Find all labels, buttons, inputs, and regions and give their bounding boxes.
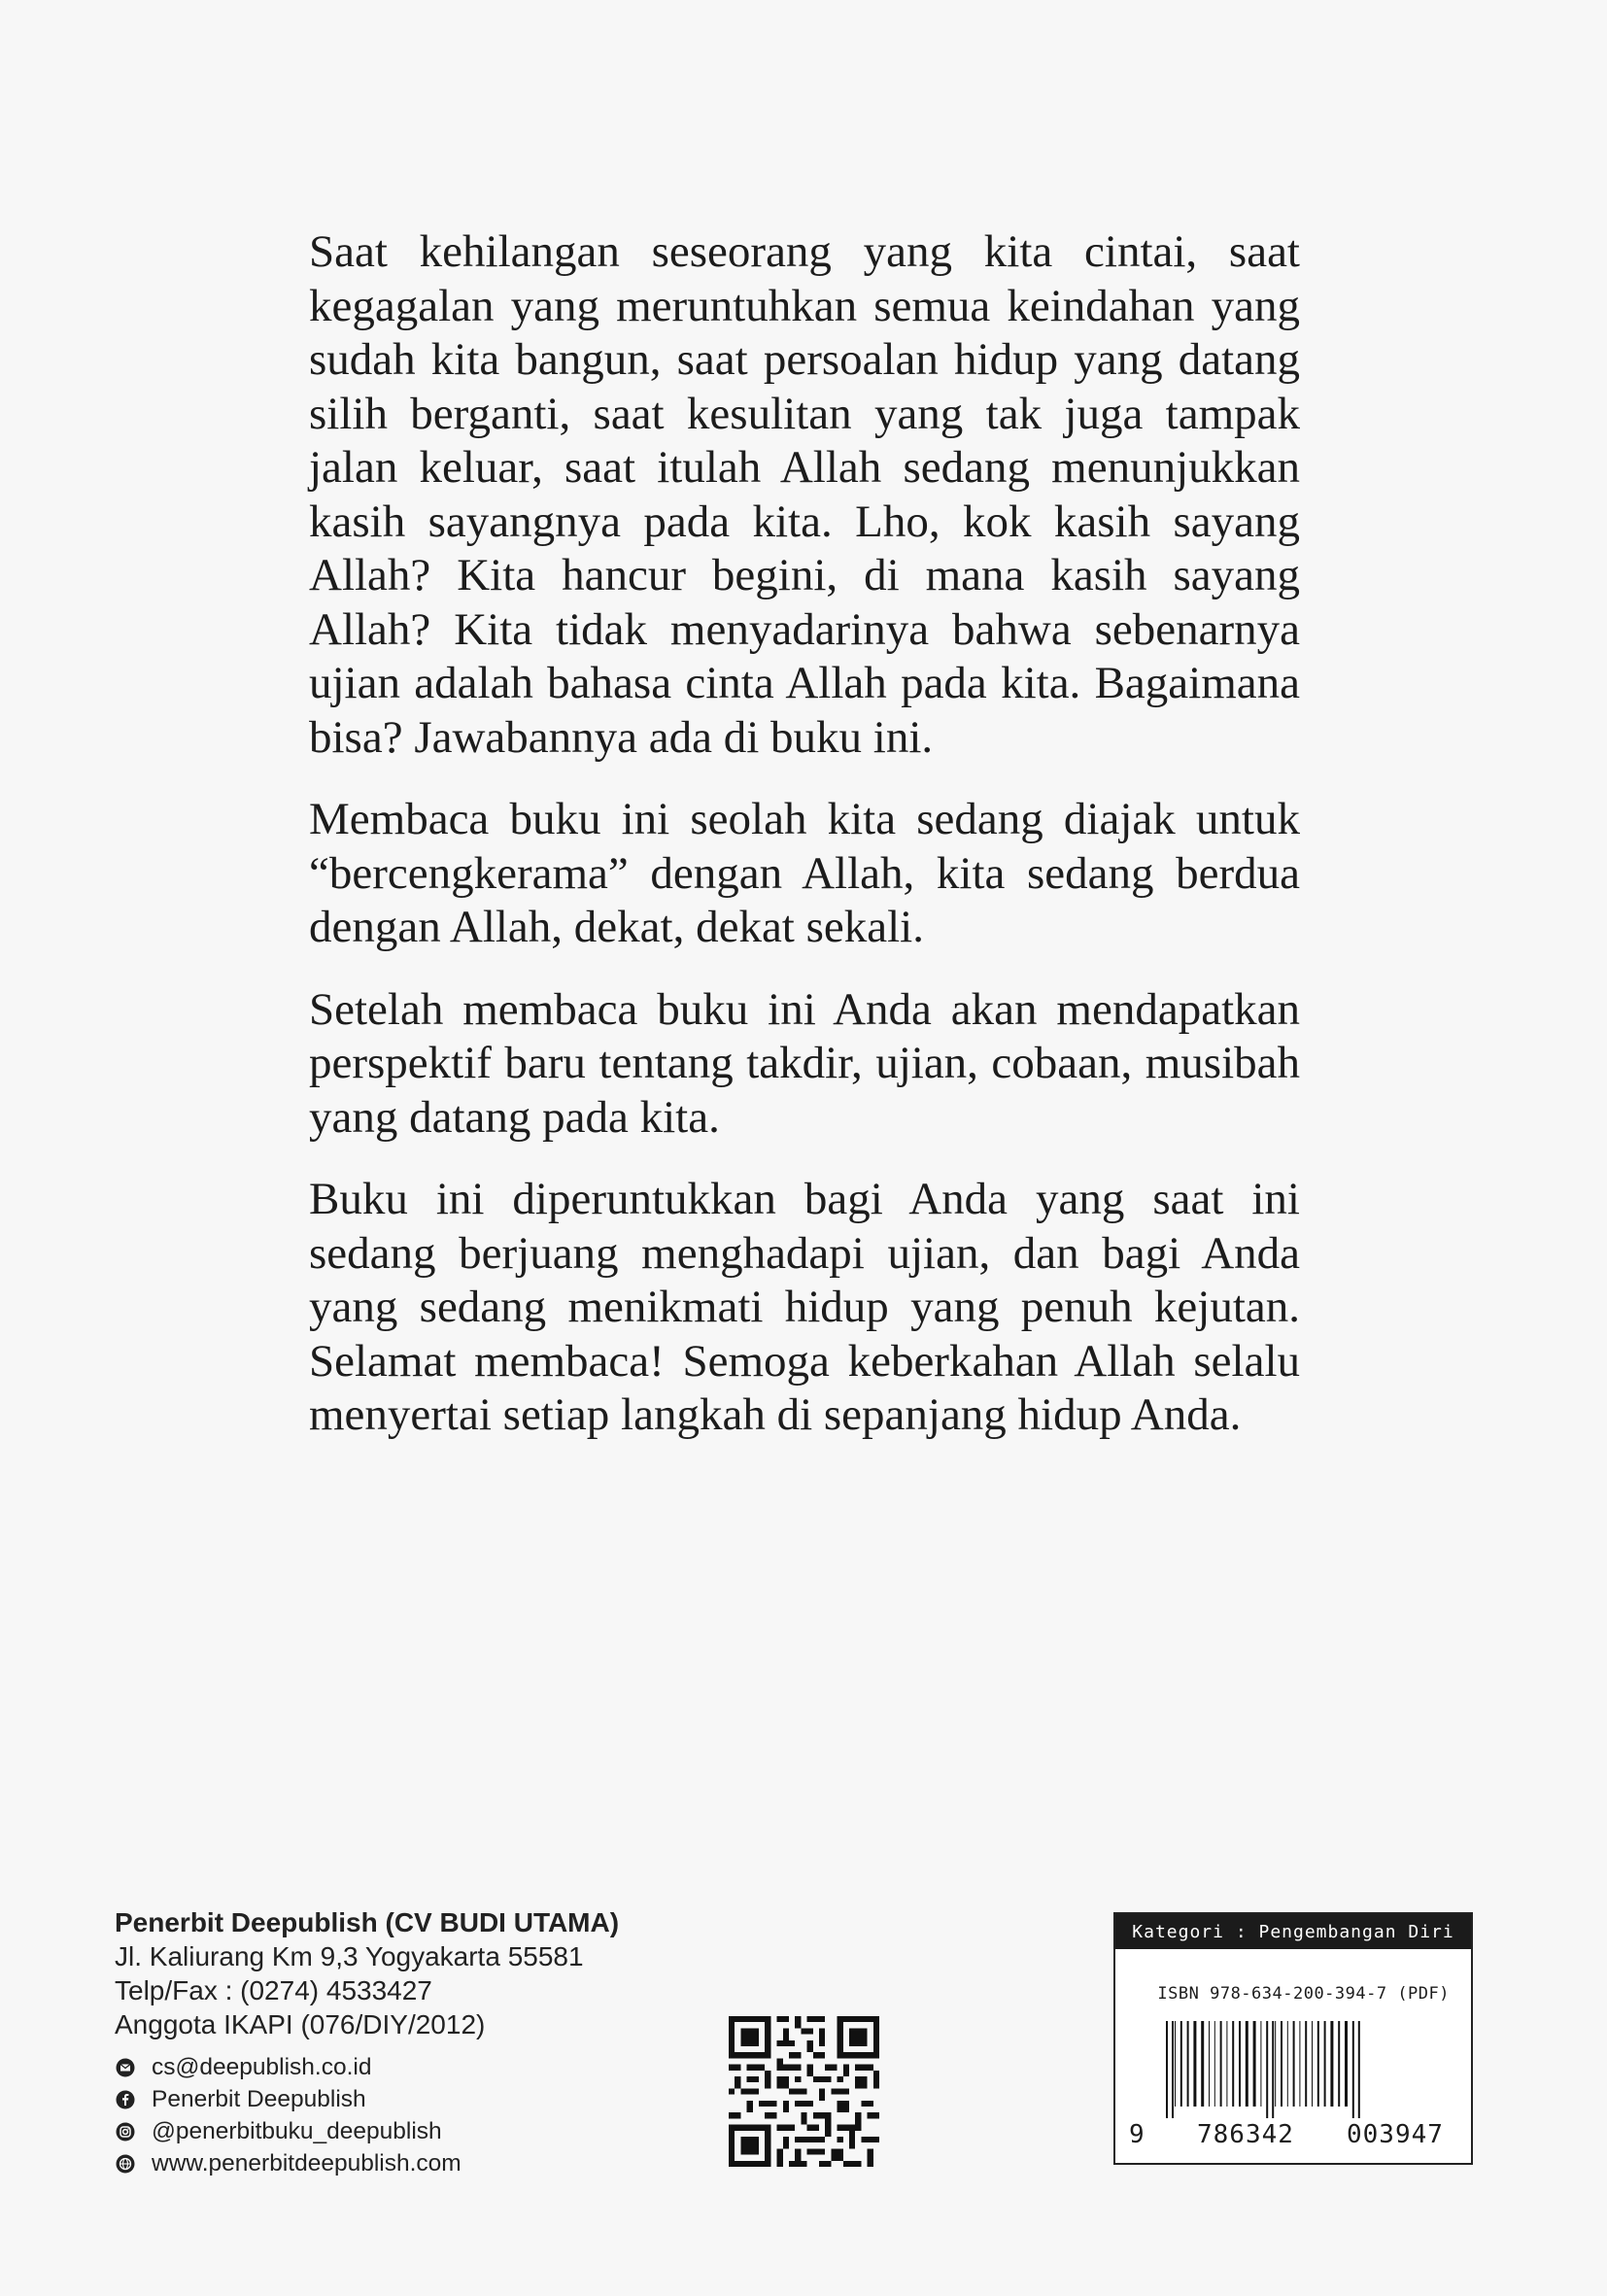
instagram-icon — [115, 2121, 136, 2142]
barcode-bar — [1305, 2021, 1307, 2107]
barcode-lead-digit: 9 — [1129, 2120, 1145, 2149]
facebook-icon — [115, 2089, 136, 2110]
isbn-number: ISBN 978-634-200-394-7 (PDF) — [1157, 1984, 1450, 2004]
barcode-bar — [1358, 2021, 1360, 2118]
barcode-bar — [1232, 2021, 1234, 2107]
barcode — [1166, 2021, 1428, 2118]
isbn-box — [1113, 1912, 1473, 2165]
barcode-bar — [1180, 2021, 1182, 2107]
contact-website-text: www.penerbitdeepublish.com — [152, 2150, 462, 2176]
barcode-bar — [1352, 2021, 1354, 2118]
barcode-left-digits: 786342 — [1197, 2120, 1294, 2149]
barcode-bar — [1187, 2021, 1189, 2107]
publisher-phone: Telp/Fax : (0274) 4533427 — [115, 1975, 432, 2005]
blurb-paragraph-1: Saat kehilangan seseorang yang kita cintai, saat kegagalan yang meruntuhkan semua keindahan yang sudah kita bangun, saat persoalan hidup yang datang silih berganti, saat kesulitan yang tak juga tampak jalan keluar, saat itulah Allah sedang menunjukkan kasih sayangnya pada kita. Lho, kok kasih sayang Allah? Kita hancur begini, di mana kasih sayang Allah? Kita tidak menyadarinya bahwa sebenarnya ujian adalah bahasa cinta Allah pada kita. Bagaimana bisa? Jawabannya ada di buku ini. — [309, 226, 1300, 763]
blurb-paragraph-2: Membaca buku ini seolah kita sedang diajak untuk “bercengkerama” dengan Allah, kita sedang berdua dengan Allah, dekat, dekat sekali. — [309, 794, 1300, 952]
barcode-bar — [1260, 2021, 1261, 2107]
barcode-bar — [1226, 2021, 1227, 2107]
email-icon — [115, 2057, 136, 2078]
barcode-bar — [1275, 2021, 1276, 2107]
barcode-bar — [1214, 2021, 1215, 2107]
web-icon — [115, 2153, 136, 2175]
category-label: Kategori : Pengembangan Diri — [1115, 1914, 1471, 1949]
barcode-bar — [1209, 2021, 1210, 2107]
barcode-bar — [1345, 2021, 1348, 2107]
blurb-paragraph-4: Buku ini diperuntukkan bagi Anda yang saat ini sedang berjuang menghadapi ujian, dan bagi Anda yang sedang menikmati hidup yang penuh kejutan. Selamat membaca! Semoga keberkahan Allah selalu menyertai setiap langkah di sepanjang hidup Anda. — [309, 1174, 1300, 1440]
barcode-right-digits: 003947 — [1347, 2120, 1444, 2149]
barcode-bar — [1287, 2021, 1288, 2107]
barcode-bar — [1299, 2021, 1300, 2107]
barcode-bar — [1166, 2021, 1168, 2118]
blurb-paragraph-3: Setelah membaca buku ini Anda akan mendapatkan perspektif baru tentang takdir, ujian, cobaan, musibah yang datang pada kita. — [309, 983, 1300, 1143]
publisher-info — [115, 1905, 736, 2041]
barcode-bar — [1338, 2021, 1340, 2107]
barcode-bar — [1175, 2021, 1176, 2107]
publisher-address: Jl. Kaliurang Km 9,3 Yogyakarta 55581 — [115, 1941, 584, 1971]
contact-email-text: cs@deepublish.co.id — [152, 2054, 372, 2080]
contact-website[interactable] — [115, 2147, 698, 2179]
barcode-bar — [1220, 2021, 1222, 2107]
barcode-bar — [1172, 2021, 1174, 2118]
barcode-bar — [1239, 2021, 1241, 2107]
contact-instagram[interactable] — [115, 2115, 698, 2147]
barcode-bar — [1272, 2021, 1274, 2118]
qr-code[interactable] — [729, 2016, 879, 2167]
barcode-bar — [1312, 2021, 1313, 2107]
barcode-bar — [1330, 2021, 1333, 2107]
publisher-membership: Anggota IKAPI (076/DIY/2012) — [115, 2009, 486, 2039]
back-cover-blurb — [309, 225, 1300, 1471]
contact-facebook[interactable] — [115, 2083, 698, 2115]
publisher-name: Penerbit Deepublish (CV BUDI UTAMA) — [115, 1907, 620, 1937]
barcode-bar — [1201, 2021, 1204, 2107]
barcode-bar — [1253, 2021, 1256, 2107]
barcode-bar — [1246, 2021, 1248, 2107]
contact-list — [115, 2051, 698, 2179]
barcode-bar — [1193, 2021, 1196, 2107]
barcode-bar — [1266, 2021, 1268, 2118]
barcode-bar — [1317, 2021, 1319, 2107]
barcode-bar — [1293, 2021, 1295, 2107]
contact-instagram-text: @penerbitbuku_deepublish — [152, 2118, 442, 2144]
barcode-bar — [1324, 2021, 1326, 2107]
barcode-bar — [1281, 2021, 1282, 2107]
contact-email[interactable] — [115, 2051, 698, 2083]
contact-facebook-text: Penerbit Deepublish — [152, 2086, 366, 2112]
